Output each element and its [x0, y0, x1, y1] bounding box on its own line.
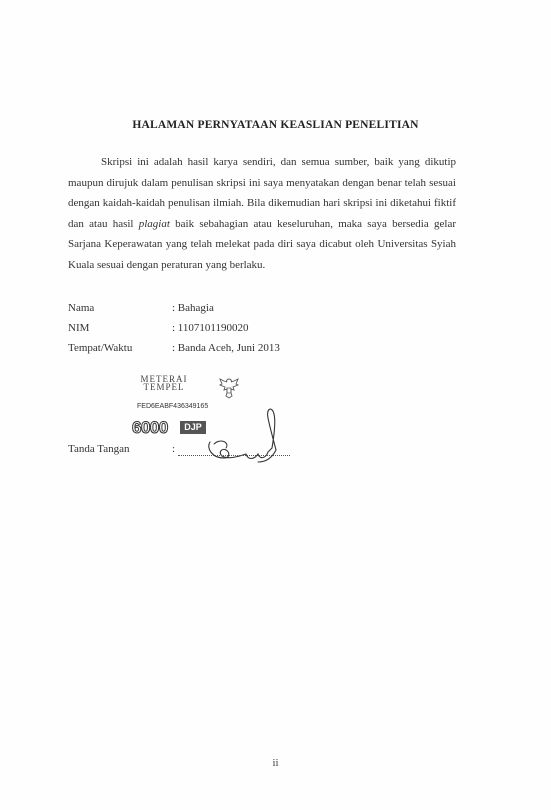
signature-colon: : [172, 443, 176, 455]
page-title: HALAMAN PERNYATAAN KEASLIAN PENELITIAN [132, 119, 419, 131]
stamp-value: 6000 [132, 418, 168, 437]
stamp-serial: FED6EABF436349165 [137, 403, 209, 410]
garuda-emblem-icon [218, 376, 240, 400]
statement-paragraph [68, 152, 456, 276]
statement-italic-term: plagiat [138, 217, 170, 230]
field-value: : 1107101190020 [172, 322, 249, 334]
stamp-title: METERAI TEMPEL [140, 374, 188, 392]
field-value: : Bahagia [172, 302, 214, 314]
field-label: Nama [68, 302, 95, 314]
field-label: NIM [68, 322, 90, 334]
statement-text-part2: baik sebahagian atau keseluruhan, maka saya bersedia gelar Sarjana Keperawatan yang telah melekat pada diri saya dicabut oleh Universitas Syiah Kuala sesuai dengan peraturan yang berlaku. [68, 217, 456, 271]
signature-label: Tanda Tangan [68, 443, 130, 455]
stamp-djp-badge: DJP [180, 421, 206, 434]
statement-text-part1: Skripsi ini adalah hasil karya sendiri, dan semua sumber, baik yang dikutip maupun dirujuk dalam penulisan skripsi ini saya menyatakan dengan benar telah sesuai dengan kaidah-kaidah penulisan ilmiah. Bila dikemudian hari skripsi ini diketahui fiktif dan atau hasil [68, 156, 456, 230]
field-label: Tempat/Waktu [68, 342, 133, 354]
field-value: : Banda Aceh, Juni 2013 [172, 342, 280, 354]
signature-line [178, 455, 290, 456]
handwritten-signature [196, 402, 296, 470]
page-number: ii [272, 757, 279, 769]
